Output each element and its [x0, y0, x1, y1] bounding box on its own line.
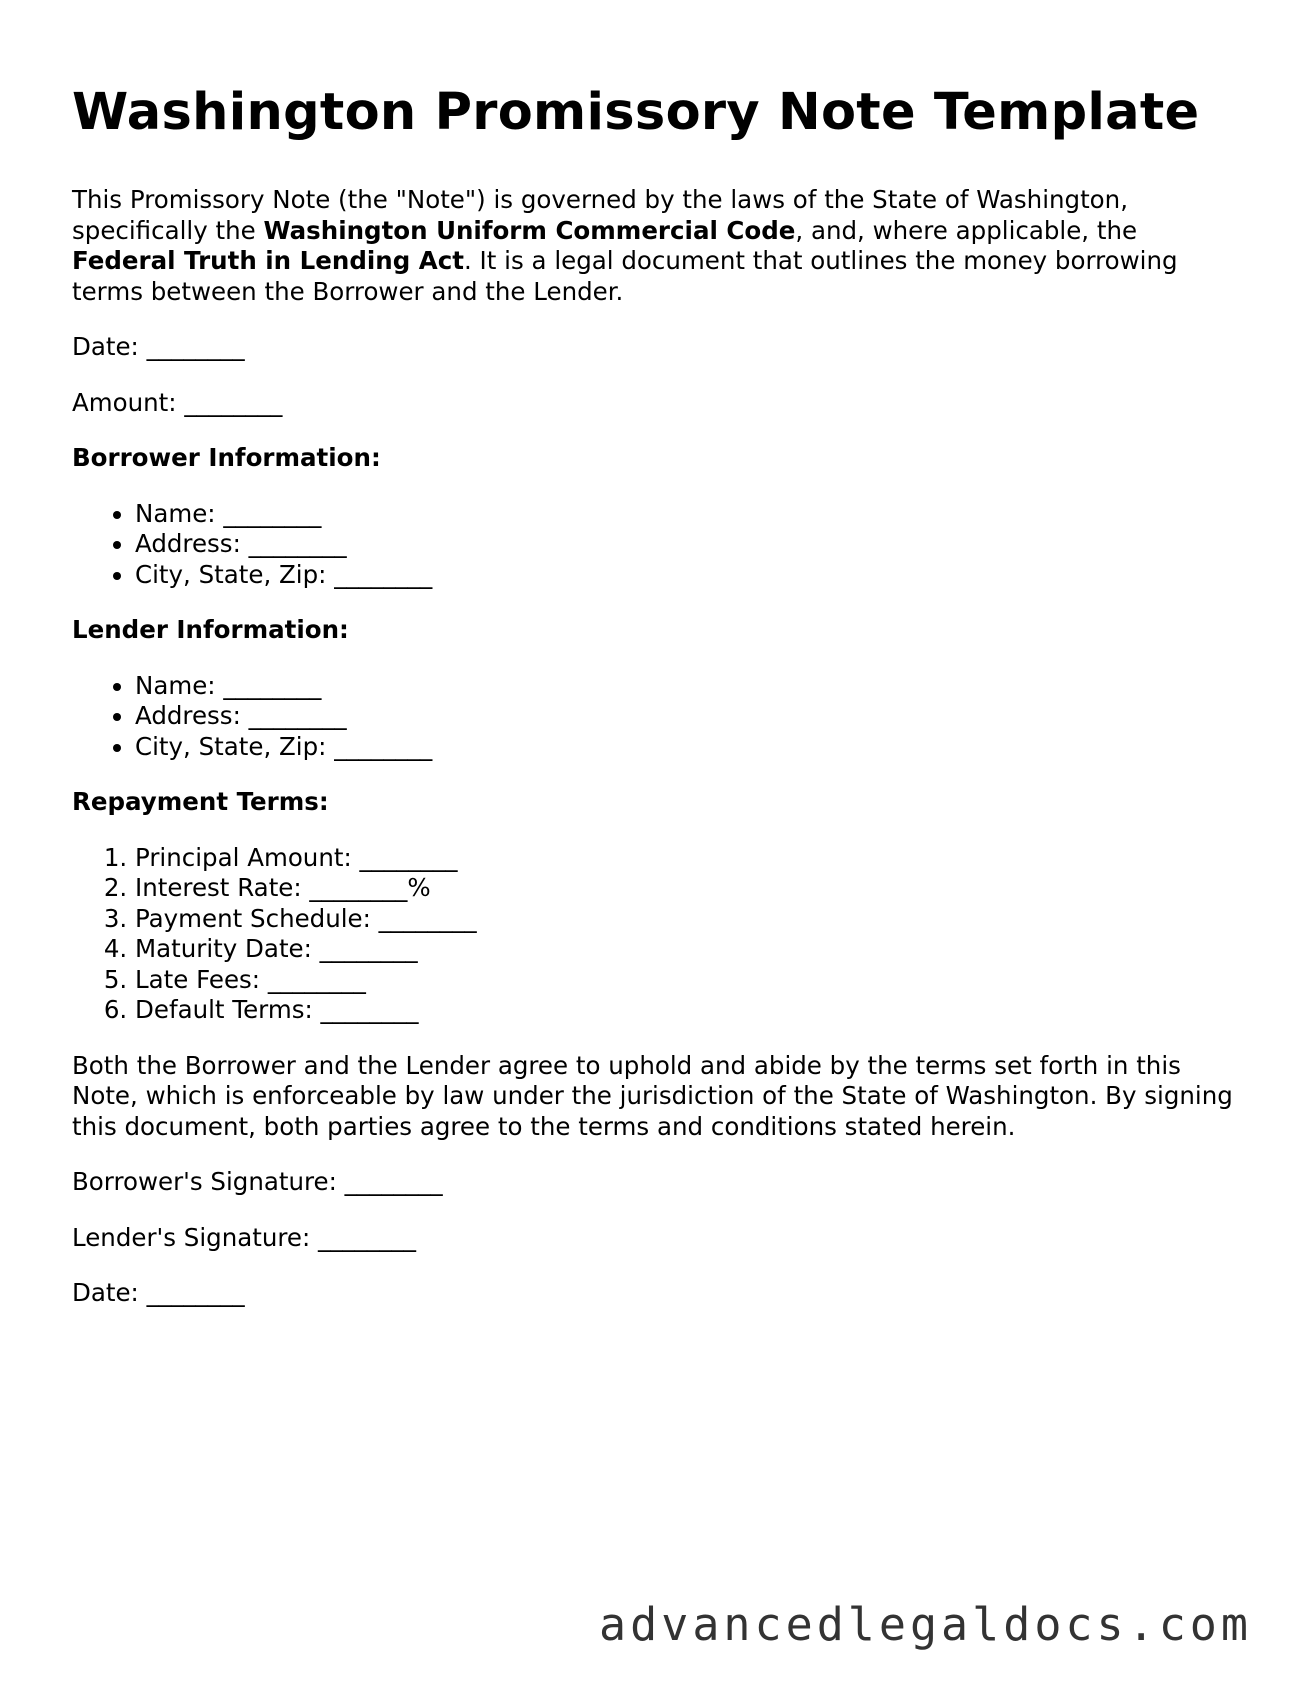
lender-city-state-zip: • City, State, Zip: ________	[135, 732, 1242, 763]
watermark-text: advancedlegaldocs.com	[599, 1598, 1252, 1651]
borrower-list	[72, 499, 1242, 591]
amount-field: Amount: ________	[72, 387, 283, 417]
lender-address: • Address: ________	[135, 701, 1242, 732]
borrower-address: • Address: ________	[135, 529, 1242, 560]
document-page	[72, 82, 1242, 1309]
date-field: Date: ________	[72, 332, 245, 362]
intro-text-3: . It is a legal document that outlines the money borrowing terms between the Borrower and the Lender.	[72, 246, 1178, 306]
repayment-list	[72, 843, 1242, 1026]
borrower-city-state-zip: • City, State, Zip: ________	[135, 560, 1242, 591]
maturity-date: 4. Maturity Date: ________	[135, 934, 1242, 965]
intro-bold-tila: Federal Truth in Lending Act	[72, 246, 464, 276]
borrower-signature: Borrower's Signature: ________	[72, 1167, 443, 1197]
intro-bold-ucc: Washington Uniform Commercial Code	[263, 215, 796, 245]
intro-paragraph	[72, 185, 1242, 307]
signature-date: Date: ________	[72, 1278, 245, 1308]
closing-paragraph: Both the Borrower and the Lender agree to uphold and abide by the terms set forth in this Note, which is enforceable by law under the jurisdiction of the State of Washington. By signing this document, both parties agree to the terms and conditions stated herein.	[72, 1050, 1233, 1141]
lender-list	[72, 671, 1242, 763]
intro-text-2: , and, where applicable, the	[795, 215, 1138, 245]
interest-rate: 2. Interest Rate: ________%	[135, 873, 1242, 904]
intro-text-1: This Promissory Note (the "Note") is governed by the laws of the State of Washington, specifically the	[72, 185, 1128, 245]
document-title: Washington Promissory Note Template	[72, 83, 1200, 142]
lender-signature: Lender's Signature: ________	[72, 1222, 417, 1252]
borrower-heading: Borrower Information:	[72, 443, 381, 473]
lender-name: • Name: ________	[135, 671, 1242, 702]
borrower-name: • Name: ________	[135, 499, 1242, 530]
repayment-heading: Repayment Terms:	[72, 787, 329, 817]
lender-heading: Lender Information:	[72, 615, 349, 645]
late-fees: 5. Late Fees: ________	[135, 965, 1242, 996]
payment-schedule: 3. Payment Schedule: ________	[135, 904, 1242, 935]
principal-amount: 1. Principal Amount: ________	[135, 843, 1242, 874]
default-terms: 6. Default Terms: ________	[135, 995, 1242, 1026]
